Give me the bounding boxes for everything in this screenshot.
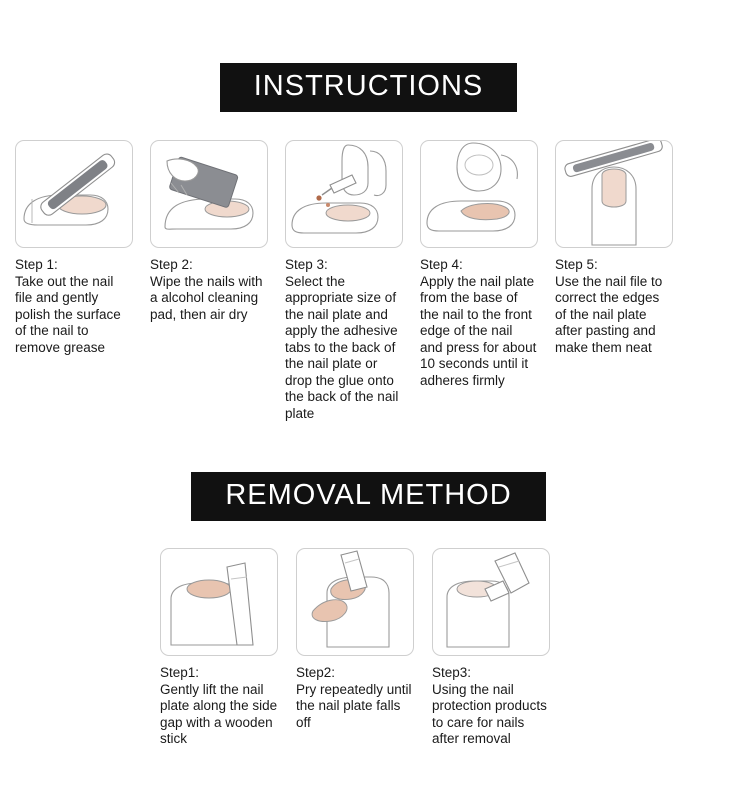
alcohol-pad-wipe-icon (151, 141, 267, 247)
removal-step-3-caption (432, 665, 550, 748)
nail-file-polish-icon (16, 141, 132, 247)
step-1-text: Take out the nail file and gently polish the surface of the nail to remove grease (15, 273, 121, 355)
step-3-figure (285, 140, 403, 248)
removal-step-1-text: Gently lift the nail plate along the side gap with a wooden stick (160, 681, 278, 746)
step-5-caption (555, 257, 673, 356)
step-3-label: Step 3: (285, 257, 328, 272)
step-card-2 (150, 140, 268, 323)
step-card-5 (555, 140, 673, 356)
removal-step-card-2 (296, 548, 414, 731)
removal-step-2-text: Pry repeatedly until the nail plate falls off (296, 681, 412, 730)
step-4-figure (420, 140, 538, 248)
step-4-text: Apply the nail plate from the base of the nail to the front edge of the nail and press for about 10 seconds until it adheres firmly (420, 273, 537, 388)
step-2-label: Step 2: (150, 257, 193, 272)
removal-step-2-figure (296, 548, 414, 656)
nail-care-product-icon (433, 549, 549, 655)
file-edges-icon (556, 141, 672, 247)
press-nail-plate-icon (421, 141, 537, 247)
removal-banner: REMOVAL METHOD (191, 472, 545, 521)
removal-step-1-caption (160, 665, 278, 748)
instructions-banner: INSTRUCTIONS (220, 63, 518, 112)
step-card-3 (285, 140, 403, 422)
removal-step-2-caption (296, 665, 414, 731)
step-1-caption (15, 257, 133, 356)
step-2-figure (150, 140, 268, 248)
step-card-1 (15, 140, 133, 356)
step-5-text: Use the nail file to correct the edges of the nail plate after pasting and make them neat (555, 273, 663, 355)
instructions-steps-row (0, 140, 737, 422)
step-5-figure (555, 140, 673, 248)
removal-step-1-label: Step1: (160, 665, 200, 680)
step-4-label: Step 4: (420, 257, 463, 272)
wooden-stick-lift-icon (161, 549, 277, 655)
step-5-label: Step 5: (555, 257, 598, 272)
step-2-caption (150, 257, 268, 323)
glue-drop-icon (286, 141, 402, 247)
removal-step-3-figure (432, 548, 550, 656)
step-4-caption (420, 257, 538, 389)
removal-step-card-1 (160, 548, 278, 748)
removal-step-1-figure (160, 548, 278, 656)
removal-banner-wrap (0, 472, 737, 521)
instructions-banner-wrap (0, 63, 737, 112)
removal-step-card-3 (432, 548, 550, 748)
step-1-figure (15, 140, 133, 248)
step-card-4 (420, 140, 538, 389)
removal-step-3-label: Step3: (432, 665, 472, 680)
pry-repeatedly-icon (297, 549, 413, 655)
removal-step-3-text: Using the nail protection products to care for nails after removal (432, 681, 547, 746)
step-3-caption (285, 257, 403, 422)
step-1-label: Step 1: (15, 257, 58, 272)
top-spacer (0, 0, 737, 63)
section-spacer (0, 422, 737, 472)
step-3-text: Select the appropriate size of the nail plate and apply the adhesive tabs to the back of the nail plate or drop the glue onto the back of the nail plate (285, 273, 399, 421)
removal-steps-row (0, 548, 737, 748)
step-2-text: Wipe the nails with a alcohol cleaning pad, then air dry (150, 273, 263, 322)
removal-step-2-label: Step2: (296, 665, 336, 680)
